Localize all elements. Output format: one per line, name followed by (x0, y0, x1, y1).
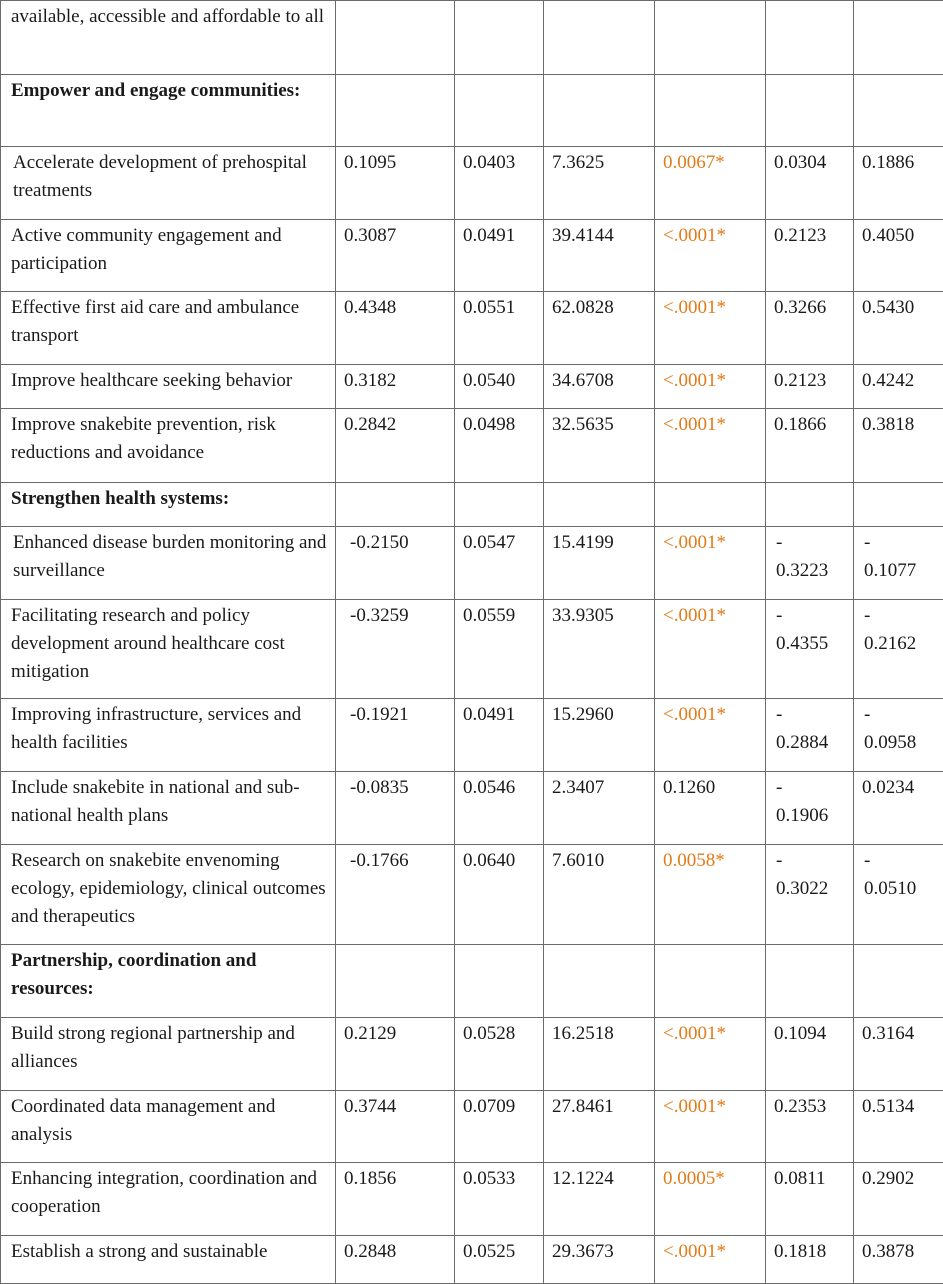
cell-col-5 (766, 772, 854, 845)
cell-col-1: 0.3182 (336, 365, 455, 409)
cell-col-1: -0.2150 (336, 527, 455, 600)
cell-col-2 (455, 945, 544, 1018)
cell-col-5 (766, 845, 854, 945)
row-label: Facilitating research and policy development around healthcare cost mitigation (1, 600, 336, 699)
cell-col-5 (766, 945, 854, 1018)
cell-col-2: 0.0498 (455, 409, 544, 483)
row-label: Improve healthcare seeking behavior (1, 365, 336, 409)
cell-col-3 (544, 75, 655, 147)
cell-value: 0.3223 (776, 557, 851, 585)
cell-col-6 (854, 945, 943, 1018)
cell-col-3: 39.4144 (544, 220, 655, 292)
row-label: Improve snakebite prevention, risk reductions and avoidance (1, 409, 336, 483)
cell-col-5 (766, 699, 854, 772)
row-label: Build strong regional partnership and alliances (1, 1018, 336, 1091)
cell-col-3: 12.1224 (544, 1163, 655, 1236)
cell-col-6 (854, 600, 943, 699)
section-header-row (1, 483, 943, 527)
cell-col-6: 0.5430 (854, 292, 943, 365)
table-row (1, 1236, 943, 1284)
cell-col-3: 2.3407 (544, 772, 655, 845)
cell-col-4: <.0001* (655, 1018, 766, 1091)
table-body (1, 1, 943, 1284)
row-label: Include snakebite in national and sub-national health plans (1, 772, 336, 845)
cell-col-3: 62.0828 (544, 292, 655, 365)
cell-col-5: 0.0811 (766, 1163, 854, 1236)
cell-col-6: 0.0234 (854, 772, 943, 845)
cell-col-5: 0.1818 (766, 1236, 854, 1284)
cell-col-1 (336, 1, 455, 75)
cell-col-4 (655, 483, 766, 527)
table-row (1, 1091, 943, 1163)
cell-col-1: 0.3744 (336, 1091, 455, 1163)
section-header-row (1, 1, 943, 75)
cell-col-3 (544, 483, 655, 527)
table-row (1, 292, 943, 365)
cell-col-5 (766, 1, 854, 75)
cell-col-1: 0.4348 (336, 292, 455, 365)
cell-col-3: 33.9305 (544, 600, 655, 699)
cell-col-4: 0.0058* (655, 845, 766, 945)
table-row (1, 845, 943, 945)
row-label: Accelerate development of prehospital treatments (1, 147, 336, 220)
cell-col-4: <.0001* (655, 600, 766, 699)
cell-col-6: 0.3164 (854, 1018, 943, 1091)
cell-col-3: 7.3625 (544, 147, 655, 220)
cell-col-3 (544, 945, 655, 1018)
cell-col-5: 0.2123 (766, 220, 854, 292)
cell-col-4: 0.0005* (655, 1163, 766, 1236)
cell-col-6: 0.2902 (854, 1163, 943, 1236)
cell-col-1: 0.2848 (336, 1236, 455, 1284)
negative-sign: - (864, 602, 941, 630)
cell-col-4: <.0001* (655, 1236, 766, 1284)
cell-col-6: 0.4242 (854, 365, 943, 409)
row-label: Improving infrastructure, services and health facilities (1, 699, 336, 772)
cell-col-3: 34.6708 (544, 365, 655, 409)
cell-col-4: <.0001* (655, 699, 766, 772)
cell-col-1 (336, 483, 455, 527)
cell-col-6: 0.4050 (854, 220, 943, 292)
cell-col-5 (766, 75, 854, 147)
cell-col-2: 0.0709 (455, 1091, 544, 1163)
table-row (1, 365, 943, 409)
cell-col-2 (455, 483, 544, 527)
cell-col-5: 0.2353 (766, 1091, 854, 1163)
cell-col-1 (336, 945, 455, 1018)
cell-col-5: 0.0304 (766, 147, 854, 220)
row-label: Research on snakebite envenoming ecology, epidemiology, clinical outcomes and therapeutics (1, 845, 336, 945)
table-row (1, 220, 943, 292)
cell-value: 0.0958 (864, 729, 941, 757)
cell-col-4 (655, 945, 766, 1018)
section-label: Empower and engage communities: (1, 75, 336, 147)
cell-col-4 (655, 1, 766, 75)
section-header-row (1, 945, 943, 1018)
row-label: Effective first aid care and ambulance transport (1, 292, 336, 365)
cell-col-2: 0.0640 (455, 845, 544, 945)
cell-col-3: 15.2960 (544, 699, 655, 772)
cell-col-5 (766, 483, 854, 527)
table-row (1, 1018, 943, 1091)
cell-col-4: 0.0067* (655, 147, 766, 220)
table-row (1, 409, 943, 483)
cell-col-2: 0.0403 (455, 147, 544, 220)
cell-col-6: 0.5134 (854, 1091, 943, 1163)
cell-col-5 (766, 600, 854, 699)
cell-col-2: 0.0559 (455, 600, 544, 699)
cell-col-2: 0.0491 (455, 220, 544, 292)
table-row (1, 527, 943, 600)
negative-sign: - (776, 847, 851, 875)
section-label: Strengthen health systems: (1, 483, 336, 527)
cell-col-5: 0.1866 (766, 409, 854, 483)
cell-value: 0.0510 (864, 875, 941, 903)
cell-col-2: 0.0551 (455, 292, 544, 365)
cell-col-3: 27.8461 (544, 1091, 655, 1163)
cell-col-5: 0.3266 (766, 292, 854, 365)
cell-value: 0.3022 (776, 875, 851, 903)
cell-col-4: <.0001* (655, 409, 766, 483)
section-label: Partnership, coordination and resources: (1, 945, 336, 1018)
cell-col-4: <.0001* (655, 365, 766, 409)
cell-col-1: -0.3259 (336, 600, 455, 699)
negative-sign: - (864, 847, 941, 875)
cell-col-6: 0.3818 (854, 409, 943, 483)
cell-col-6 (854, 75, 943, 147)
cell-col-3: 16.2518 (544, 1018, 655, 1091)
negative-sign: - (864, 529, 941, 557)
cell-value: 0.1906 (776, 802, 851, 830)
cell-value: 0.1077 (864, 557, 941, 585)
cell-col-1: 0.3087 (336, 220, 455, 292)
cell-col-2: 0.0540 (455, 365, 544, 409)
table-row (1, 600, 943, 699)
cell-col-1: 0.1856 (336, 1163, 455, 1236)
cell-col-4 (655, 75, 766, 147)
cell-value: 0.4355 (776, 630, 851, 658)
cell-col-4: <.0001* (655, 1091, 766, 1163)
cell-col-4: <.0001* (655, 220, 766, 292)
cell-col-2 (455, 1, 544, 75)
cell-col-1: -0.1921 (336, 699, 455, 772)
cell-col-3: 7.6010 (544, 845, 655, 945)
cell-col-3: 32.5635 (544, 409, 655, 483)
row-label: Enhancing integration, coordination and cooperation (1, 1163, 336, 1236)
cell-col-2: 0.0528 (455, 1018, 544, 1091)
cell-col-3 (544, 1, 655, 75)
cell-col-4: <.0001* (655, 292, 766, 365)
table-row (1, 699, 943, 772)
section-label: available, accessible and affordable to all (1, 1, 336, 75)
cell-col-2 (455, 75, 544, 147)
cell-col-6: 0.3878 (854, 1236, 943, 1284)
cell-col-1: -0.1766 (336, 845, 455, 945)
cell-col-6 (854, 845, 943, 945)
cell-col-6 (854, 483, 943, 527)
negative-sign: - (776, 602, 851, 630)
cell-col-1: 0.2129 (336, 1018, 455, 1091)
cell-col-6 (854, 527, 943, 600)
table-row (1, 772, 943, 845)
cell-col-1: 0.1095 (336, 147, 455, 220)
cell-col-3: 15.4199 (544, 527, 655, 600)
cell-col-6: 0.1886 (854, 147, 943, 220)
row-label: Establish a strong and sustainable (1, 1236, 336, 1284)
cell-col-5 (766, 527, 854, 600)
row-label: Active community engagement and participation (1, 220, 336, 292)
cell-col-1: -0.0835 (336, 772, 455, 845)
negative-sign: - (864, 701, 941, 729)
cell-col-6 (854, 1, 943, 75)
cell-col-6 (854, 699, 943, 772)
row-label: Enhanced disease burden monitoring and surveillance (1, 527, 336, 600)
cell-col-2: 0.0491 (455, 699, 544, 772)
cell-col-5: 0.1094 (766, 1018, 854, 1091)
row-label: Coordinated data management and analysis (1, 1091, 336, 1163)
negative-sign: - (776, 529, 851, 557)
cell-col-2: 0.0533 (455, 1163, 544, 1236)
cell-col-4: <.0001* (655, 527, 766, 600)
cell-col-2: 0.0546 (455, 772, 544, 845)
cell-col-1 (336, 75, 455, 147)
table-row (1, 147, 943, 220)
cell-col-2: 0.0547 (455, 527, 544, 600)
cell-col-5: 0.2123 (766, 365, 854, 409)
cell-col-3: 29.3673 (544, 1236, 655, 1284)
cell-value: 0.2884 (776, 729, 851, 757)
cell-value: 0.2162 (864, 630, 941, 658)
negative-sign: - (776, 701, 851, 729)
cell-col-4: 0.1260 (655, 772, 766, 845)
table-row (1, 1163, 943, 1236)
section-header-row (1, 75, 943, 147)
cell-col-1: 0.2842 (336, 409, 455, 483)
negative-sign: - (776, 774, 851, 802)
cell-col-2: 0.0525 (455, 1236, 544, 1284)
